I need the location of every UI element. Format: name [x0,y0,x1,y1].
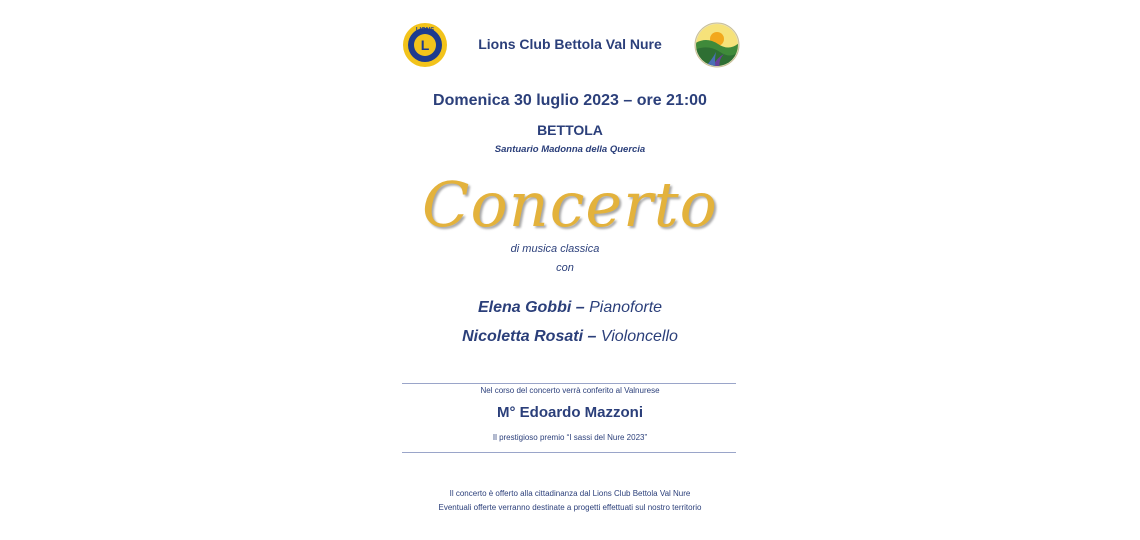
performer-line [0,328,1140,346]
event-town: BETTOLA [537,122,603,138]
concert-con: con [556,262,574,274]
club-name: Lions Club Bettola Val Nure [478,36,662,52]
lions-club-emblem-icon [402,22,448,68]
performer-instrument: Violoncello [600,328,678,345]
concert-subtitle: di musica classica [510,243,600,255]
award-prize: Il prestigioso premio “I sassi del Nure 2023” [492,433,648,442]
performer-line [0,299,1140,317]
performer-separator: – [583,328,601,345]
performer-name: Elena Gobbi [477,299,572,316]
concert-title: Concerto [422,168,718,241]
divider-top [402,383,736,384]
event-venue: Santuario Madonna della Quercia [494,144,646,155]
award-intro: Nel corso del concerto verrà conferito al Valnurese [480,386,660,395]
lions-logo-text: LIONS [415,27,435,34]
event-date-time: Domenica 30 luglio 2023 – ore 21:00 [433,92,707,109]
performer-separator: – [571,299,590,316]
performer-name: Nicoletta Rosati [462,328,584,345]
footer-line-2: Eventuali offerte verranno destinate a progetti effettuati sul nostro territorio [438,503,702,512]
lions-logo-letter: L [420,37,430,53]
valley-landscape-logo-icon [694,22,740,68]
award-honoree: M° Edoardo Mazzoni [497,404,643,421]
divider-bottom [402,452,736,453]
footer-line-1: Il concerto è offerto alla cittadinanza dal Lions Club Bettola Val Nure [449,489,691,498]
performer-instrument: Pianoforte [589,299,663,316]
